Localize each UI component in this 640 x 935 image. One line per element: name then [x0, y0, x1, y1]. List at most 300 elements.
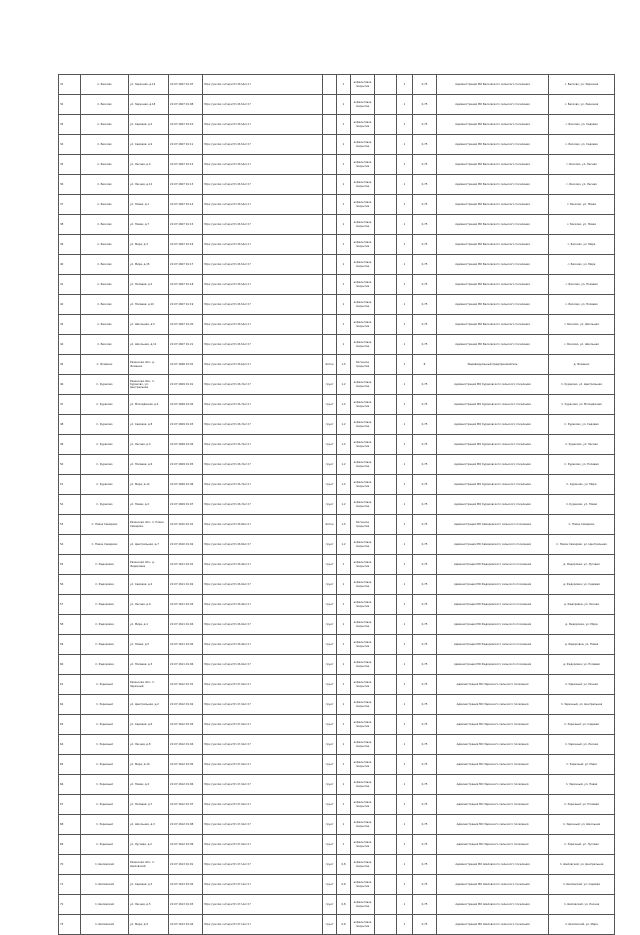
cell-count: 1 — [397, 615, 413, 635]
cell-addr: Рязанская обл., п. Шиловский — [129, 855, 169, 875]
cell-num: 46 — [59, 375, 81, 395]
cell-cadastr: 21:07:1607 01:13 — [169, 175, 203, 195]
cell-owner: Администрация МО Шиловского сельского поселения — [437, 915, 549, 935]
cell-cover: асфальтовое покрытие — [351, 835, 375, 855]
cell-type: грунт — [323, 615, 337, 635]
cell-cover: асфальтовое покрытие — [351, 475, 375, 495]
cell-count: 1 — [397, 835, 413, 855]
cell-cover: асфальтовое покрытие — [351, 235, 375, 255]
cell-empty — [375, 915, 397, 935]
cell-place: п. Басково — [81, 115, 129, 135]
cell-vol: 0,75 — [413, 435, 437, 455]
cell-type — [323, 215, 337, 235]
cell-cadastr: 21:07:1612 01:01 — [169, 675, 203, 695]
cell-num: 48 — [59, 415, 81, 435]
cell-addr: ул. Мира, д.1 — [129, 615, 169, 635]
cell-addr: ул. Заречная, д.14 — [129, 75, 169, 95]
cell-cadastr: 21:07:1609 01:06 — [169, 475, 203, 495]
cell-cadastr: 21:07:1607 01:19 — [169, 295, 203, 315]
cell-empty — [375, 215, 397, 235]
cell-addr: ул. Лесная, д.8 — [129, 735, 169, 755]
cell-owner: Администрация МО Шиловского сельского поселения — [437, 875, 549, 895]
cell-link[interactable]: https://yandex.ru/maps/?ll=47.1&z=17 — [203, 915, 323, 935]
cell-notes: с. Басково, ул. Садовая — [549, 115, 615, 135]
cell-area: 1 — [337, 75, 351, 95]
cell-owner: Администрация МО Кураковского сельского поселения — [437, 475, 549, 495]
cell-link[interactable]: https://yandex.ru/maps/?ll=46.7&z=17 — [203, 415, 323, 435]
cell-count: 1 — [397, 335, 413, 355]
cell-link[interactable]: https://yandex.ru/maps/?ll=46.7&z=17 — [203, 395, 323, 415]
cell-area: 1 — [337, 295, 351, 315]
cell-vol: 0,75 — [413, 875, 437, 895]
cell-place: п. Басково — [81, 275, 129, 295]
cell-num: 72 — [59, 895, 81, 915]
table-row — [59, 155, 615, 175]
cell-notes: с. Басково, ул. Лесная — [549, 175, 615, 195]
cell-addr: Рязанская обл., д. Фоменки — [129, 355, 169, 375]
cell-link[interactable]: https://yandex.ru/maps/?ll=46.7&z=17 — [203, 375, 323, 395]
cell-addr: ул. Мира, д.9 — [129, 915, 169, 935]
cell-empty — [375, 815, 397, 835]
cell-count: 1 — [397, 715, 413, 735]
cell-place: п. Новое Самарово — [81, 535, 129, 555]
cell-link[interactable]: https://yandex.ru/maps/?ll=47.0&z=17 — [203, 775, 323, 795]
cell-cover: асфальтовое покрытие — [351, 715, 375, 735]
cell-cadastr: 21:07:1612 01:09 — [169, 835, 203, 855]
cell-owner: Администрация МО Басковского сельского поселения — [437, 75, 549, 95]
cell-addr: ул. Садовая, д.2 — [129, 115, 169, 135]
cell-empty — [375, 235, 397, 255]
cell-link[interactable]: https://yandex.ru/maps/?ll=47.0&z=17 — [203, 815, 323, 835]
cell-num: 33 — [59, 115, 81, 135]
cell-count: 1 — [397, 895, 413, 915]
cell-cover: асфальтовое покрытие — [351, 275, 375, 295]
cell-cover: асфальтовое покрытие — [351, 555, 375, 575]
cell-link[interactable]: https://yandex.ru/maps/?ll=47.0&z=17 — [203, 695, 323, 715]
cell-place: п. Кураково — [81, 435, 129, 455]
cell-area: 1,2 — [337, 395, 351, 415]
cell-vol: 0,75 — [413, 375, 437, 395]
cell-addr: Рязанская обл., п. Новое Самарово — [129, 515, 169, 535]
cell-notes: д. Фоменки — [549, 355, 615, 375]
cell-type: грунт — [323, 755, 337, 775]
cell-num: 63 — [59, 715, 81, 735]
cell-count: 1 — [397, 655, 413, 675]
cell-area: 1,2 — [337, 375, 351, 395]
cell-type: грунт — [323, 915, 337, 935]
cell-owner: Администрация МО Кураковского сельского поселения — [437, 435, 549, 455]
cell-empty — [375, 475, 397, 495]
cell-vol: 0,75 — [413, 515, 437, 535]
cell-owner: Администрация МО Федоровского сельского поселения — [437, 595, 549, 615]
table-row — [59, 115, 615, 135]
cell-cover: асфальтовое покрытие — [351, 175, 375, 195]
cell-area: 1 — [337, 695, 351, 715]
cell-empty — [375, 415, 397, 435]
cell-area: 1 — [337, 795, 351, 815]
cell-link[interactable]: https://yandex.ru/maps/?ll=47.0&z=17 — [203, 735, 323, 755]
cell-cadastr: 21:07:1611 01:03 — [169, 595, 203, 615]
cell-cover: асфальтовое покрытие — [351, 415, 375, 435]
cell-cover: асфальтовое покрытие — [351, 735, 375, 755]
cell-owner: Администрация МО Басковского сельского поселения — [437, 155, 549, 175]
cell-area: 1 — [337, 255, 351, 275]
cell-area: 1 — [337, 275, 351, 295]
cell-area: 1,2 — [337, 495, 351, 515]
cell-area: 1 — [337, 335, 351, 355]
cell-link[interactable]: https://yandex.ru/maps/?ll=46.9&z=17 — [203, 595, 323, 615]
cell-num: 44 — [59, 335, 81, 355]
cell-notes: п. Заречный, ул. Лесная — [549, 735, 615, 755]
cell-addr: ул. Мира, д.12 — [129, 475, 169, 495]
cell-cadastr: 21:07:1611 01:02 — [169, 575, 203, 595]
cell-area: 1 — [337, 235, 351, 255]
cell-area: 0,8 — [337, 875, 351, 895]
cell-cover: асфальтовое покрытие — [351, 895, 375, 915]
cell-notes: п. Кураково, ул. Садовая — [549, 415, 615, 435]
cell-count: 1 — [397, 395, 413, 415]
table-row — [59, 815, 615, 835]
cell-num: 52 — [59, 495, 81, 515]
cell-owner: Администрация МО Самаровского сельского поселения — [437, 535, 549, 555]
cell-link[interactable]: https://yandex.ru/maps/?ll=47.0&z=17 — [203, 715, 323, 735]
table-row — [59, 655, 615, 675]
cell-place: п. Заречный — [81, 775, 129, 795]
cell-cover: асфальтовое покрытие — [351, 915, 375, 935]
cell-cover: асфальтовое покрытие — [351, 195, 375, 215]
table-row — [59, 515, 615, 535]
cell-type: грунт — [323, 655, 337, 675]
cell-link[interactable]: https://yandex.ru/maps/?ll=46.5&z=17 — [203, 95, 323, 115]
cell-num: 49 — [59, 435, 81, 455]
cell-notes: с. Басково, ул. Садовая — [549, 135, 615, 155]
cell-link[interactable]: https://yandex.ru/maps/?ll=46.5&z=17 — [203, 235, 323, 255]
cell-count: 1 — [397, 695, 413, 715]
cell-type: грунт — [323, 455, 337, 475]
cell-place: п. Басково — [81, 335, 129, 355]
cell-count: 1 — [397, 495, 413, 515]
cell-empty — [375, 155, 397, 175]
cell-owner: Администрация МО Кураковского сельского поселения — [437, 415, 549, 435]
cell-cover: бетонное покрытие — [351, 355, 375, 375]
cell-type — [323, 115, 337, 135]
cell-empty — [375, 695, 397, 715]
cell-vol: 0,75 — [413, 815, 437, 835]
cell-link[interactable]: https://yandex.ru/maps/?ll=46.7&z=17 — [203, 455, 323, 475]
cell-owner: Администрация МО Заречного сельского поселения — [437, 835, 549, 855]
cell-num: 55 — [59, 555, 81, 575]
cell-type — [323, 335, 337, 355]
table-row — [59, 415, 615, 435]
cell-area: 1,2 — [337, 475, 351, 495]
cell-link[interactable]: https://yandex.ru/maps/?ll=46.9&z=17 — [203, 615, 323, 635]
cell-owner: Администрация МО Федоровского сельского поселения — [437, 615, 549, 635]
cell-count: 1 — [397, 675, 413, 695]
cell-link[interactable]: https://yandex.ru/maps/?ll=46.7&z=17 — [203, 475, 323, 495]
cell-empty — [375, 555, 397, 575]
cell-place: п. Басково — [81, 95, 129, 115]
table-row — [59, 315, 615, 335]
table-row — [59, 615, 615, 635]
cell-cadastr: 21:07:1612 01:06 — [169, 775, 203, 795]
cell-type: бетон — [323, 355, 337, 375]
cell-link[interactable]: https://yandex.ru/maps/?ll=46.5&z=17 — [203, 135, 323, 155]
cell-cover: асфальтовое покрытие — [351, 295, 375, 315]
cell-link[interactable]: https://yandex.ru/maps/?ll=46.5&z=17 — [203, 75, 323, 95]
cell-num: 64 — [59, 735, 81, 755]
cell-vol: 0,75 — [413, 595, 437, 615]
cell-link[interactable]: https://yandex.ru/maps/?ll=46.9&z=17 — [203, 635, 323, 655]
cell-cadastr: 21:07:1607 01:15 — [169, 215, 203, 235]
cell-notes: п. Заречный, ул. Центральная — [549, 695, 615, 715]
cell-type — [323, 315, 337, 335]
cell-empty — [375, 875, 397, 895]
cell-link[interactable]: https://yandex.ru/maps/?ll=46.5&z=17 — [203, 115, 323, 135]
cell-area: 1 — [337, 95, 351, 115]
cell-owner: Администрация МО Шиловского сельского поселения — [437, 855, 549, 875]
cell-place: п. Заречный — [81, 735, 129, 755]
cell-addr: ул. Новая, д.5 — [129, 635, 169, 655]
cell-count: 1 — [397, 315, 413, 335]
cell-place: п. Кураково — [81, 455, 129, 475]
cell-count: 1 — [397, 255, 413, 275]
cell-place: п. Фоменки — [81, 355, 129, 375]
cell-link[interactable]: https://yandex.ru/maps/?ll=46.5&z=17 — [203, 195, 323, 215]
cell-count: 1 — [397, 775, 413, 795]
cell-vol: 0,75 — [413, 695, 437, 715]
cell-cover: асфальтовое покрытие — [351, 675, 375, 695]
cell-cover: асфальтовое покрытие — [351, 755, 375, 775]
cell-area: 1 — [337, 135, 351, 155]
cell-count: 1 — [397, 75, 413, 95]
cell-link[interactable]: https://yandex.ru/maps/?ll=46.5&z=17 — [203, 315, 323, 335]
cell-cover: асфальтовое покрытие — [351, 775, 375, 795]
cell-num: 62 — [59, 695, 81, 715]
cell-type — [323, 255, 337, 275]
cell-notes: д. Федоровка, ул. Полевая — [549, 655, 615, 675]
cell-type: грунт — [323, 835, 337, 855]
cell-link[interactable]: https://yandex.ru/maps/?ll=46.7&z=17 — [203, 435, 323, 455]
cell-addr: ул. Садовая, д.3 — [129, 875, 169, 895]
cell-owner: Администрация МО Кураковского сельского поселения — [437, 495, 549, 515]
cell-num: 41 — [59, 275, 81, 295]
cell-vol: 0,75 — [413, 855, 437, 875]
cell-num: 36 — [59, 175, 81, 195]
cell-type: грунт — [323, 815, 337, 835]
cell-link[interactable]: https://yandex.ru/maps/?ll=46.9&z=17 — [203, 655, 323, 675]
cell-cover: асфальтовое покрытие — [351, 535, 375, 555]
cell-empty — [375, 515, 397, 535]
cell-link[interactable]: https://yandex.ru/maps/?ll=47.0&z=17 — [203, 675, 323, 695]
cell-link[interactable]: https://yandex.ru/maps/?ll=46.6&z=17 — [203, 355, 323, 375]
cell-link[interactable]: https://yandex.ru/maps/?ll=46.5&z=17 — [203, 215, 323, 235]
cell-empty — [375, 175, 397, 195]
cell-addr: Рязанская обл., п. Заречный — [129, 675, 169, 695]
table-row — [59, 575, 615, 595]
cell-vol: 0,75 — [413, 675, 437, 695]
cell-cover: асфальтовое покрытие — [351, 315, 375, 335]
cell-link[interactable]: https://yandex.ru/maps/?ll=46.7&z=17 — [203, 495, 323, 515]
cell-cadastr: 21:07:1609 01:07 — [169, 495, 203, 515]
cell-link[interactable]: https://yandex.ru/maps/?ll=46.5&z=17 — [203, 155, 323, 175]
cell-num: 70 — [59, 855, 81, 875]
table-row — [59, 275, 615, 295]
cell-type: грунт — [323, 495, 337, 515]
cell-vol: 0,75 — [413, 75, 437, 95]
cell-place: п. Заречный — [81, 755, 129, 775]
cell-type — [323, 155, 337, 175]
cell-count: 1 — [397, 155, 413, 175]
cell-count: 1 — [397, 875, 413, 895]
cell-cover: асфальтовое покрытие — [351, 615, 375, 635]
cell-notes: п. Новое Самарово, ул. Центральная — [549, 535, 615, 555]
cell-link[interactable]: https://yandex.ru/maps/?ll=46.8&z=17 — [203, 535, 323, 555]
cell-cover: асфальтовое покрытие — [351, 695, 375, 715]
cell-cover: асфальтовое покрытие — [351, 155, 375, 175]
cell-place: п. Кураково — [81, 395, 129, 415]
cell-cadastr: 21:07:1613 01:03 — [169, 895, 203, 915]
cell-area: 1,2 — [337, 455, 351, 475]
cell-cover: асфальтовое покрытие — [351, 95, 375, 115]
cell-cadastr: 21:07:1613 01:01 — [169, 855, 203, 875]
cell-owner: Индивидуальный предприниматель — [437, 355, 549, 375]
cell-addr: ул. Садовая, д.4 — [129, 575, 169, 595]
cell-owner: Администрация МО Басковского сельского поселения — [437, 115, 549, 135]
cell-empty — [375, 255, 397, 275]
cell-owner: Администрация МО Самаровского сельского поселения — [437, 515, 549, 535]
cell-addr: ул. Полевая, д.6 — [129, 455, 169, 475]
cell-num: 67 — [59, 795, 81, 815]
cell-cover: асфальтовое покрытие — [351, 795, 375, 815]
cell-place: п. Басково — [81, 235, 129, 255]
cell-link[interactable]: https://yandex.ru/maps/?ll=47.1&z=17 — [203, 855, 323, 875]
cell-link[interactable]: https://yandex.ru/maps/?ll=46.9&z=17 — [203, 555, 323, 575]
cell-link[interactable]: https://yandex.ru/maps/?ll=46.5&z=17 — [203, 335, 323, 355]
cell-place: п. Шиловский — [81, 855, 129, 875]
cell-cover: асфальтовое покрытие — [351, 395, 375, 415]
cell-type — [323, 235, 337, 255]
cell-type: грунт — [323, 635, 337, 655]
cell-vol: 0,75 — [413, 155, 437, 175]
cell-num: 60 — [59, 655, 81, 675]
cell-link[interactable]: https://yandex.ru/maps/?ll=46.5&z=17 — [203, 255, 323, 275]
cell-type: грунт — [323, 415, 337, 435]
cell-addr: ул. Новая, д.4 — [129, 775, 169, 795]
cell-cover: асфальтовое покрытие — [351, 135, 375, 155]
cell-link[interactable]: https://yandex.ru/maps/?ll=46.5&z=17 — [203, 275, 323, 295]
cell-notes: п. Кураково, ул. Мира — [549, 475, 615, 495]
cell-num: 65 — [59, 755, 81, 775]
cell-notes: п. Шиловский, ул. Центральная — [549, 855, 615, 875]
cell-notes: п. Новое Самарово — [549, 515, 615, 535]
cell-cover: асфальтовое покрытие — [351, 635, 375, 655]
table-row — [59, 755, 615, 775]
cell-num: 38 — [59, 215, 81, 235]
cell-notes: с. Басково, ул. Новая — [549, 195, 615, 215]
cell-cadastr: 21:07:1611 01:04 — [169, 615, 203, 635]
cell-link[interactable]: https://yandex.ru/maps/?ll=47.0&z=17 — [203, 755, 323, 775]
cell-place: п. Федоровка — [81, 575, 129, 595]
table-row — [59, 495, 615, 515]
cell-owner: Администрация МО Басковского сельского поселения — [437, 275, 549, 295]
cell-empty — [375, 335, 397, 355]
cell-vol: 0,75 — [413, 95, 437, 115]
table-row — [59, 395, 615, 415]
cell-addr: ул. Новая, д.1 — [129, 195, 169, 215]
cell-link[interactable]: https://yandex.ru/maps/?ll=47.0&z=17 — [203, 795, 323, 815]
cell-type — [323, 295, 337, 315]
cell-addr: ул. Новая, д.7 — [129, 215, 169, 235]
cell-empty — [375, 575, 397, 595]
cell-empty — [375, 115, 397, 135]
cell-place: п. Басково — [81, 135, 129, 155]
cell-area: 1,5 — [337, 515, 351, 535]
cell-vol: 0,75 — [413, 175, 437, 195]
cell-count: 1 — [397, 355, 413, 375]
cell-link[interactable]: https://yandex.ru/maps/?ll=47.1&z=17 — [203, 875, 323, 895]
cell-cover: асфальтовое покрытие — [351, 875, 375, 895]
table-row — [59, 635, 615, 655]
cell-place: п. Басково — [81, 295, 129, 315]
cell-link[interactable]: https://yandex.ru/maps/?ll=47.0&z=17 — [203, 835, 323, 855]
cell-count: 1 — [397, 135, 413, 155]
cell-link[interactable]: https://yandex.ru/maps/?ll=46.5&z=17 — [203, 295, 323, 315]
cell-cadastr: 21:07:1607 01:07 — [169, 75, 203, 95]
cell-addr: ул. Школьная, д.11 — [129, 335, 169, 355]
cell-addr: ул. Центральная, д.2 — [129, 695, 169, 715]
cell-link[interactable]: https://yandex.ru/maps/?ll=46.5&z=17 — [203, 175, 323, 195]
cell-owner: Администрация МО Заречного сельского поселения — [437, 735, 549, 755]
cell-notes: п. Кураково, ул. Новая — [549, 495, 615, 515]
cell-count: 1 — [397, 115, 413, 135]
cell-empty — [375, 195, 397, 215]
cell-vol: 0,75 — [413, 655, 437, 675]
cell-cover: асфальтовое покрытие — [351, 375, 375, 395]
table-row — [59, 855, 615, 875]
cell-area: 1 — [337, 595, 351, 615]
cell-count: 1 — [397, 815, 413, 835]
cell-area: 1 — [337, 155, 351, 175]
cell-link[interactable]: https://yandex.ru/maps/?ll=46.9&z=17 — [203, 575, 323, 595]
cell-area: 1 — [337, 775, 351, 795]
cell-notes: п. Заречный, ул. Луговая — [549, 835, 615, 855]
cell-empty — [375, 395, 397, 415]
cell-vol: 0,75 — [413, 315, 437, 335]
cell-type — [323, 195, 337, 215]
cell-empty — [375, 735, 397, 755]
cell-num: 51 — [59, 475, 81, 495]
cell-place: п. Заречный — [81, 835, 129, 855]
cell-addr: ул. Полевая, д.3 — [129, 655, 169, 675]
registry-sheet — [58, 74, 614, 935]
cell-area: 1 — [337, 835, 351, 855]
cell-link[interactable]: https://yandex.ru/maps/?ll=46.8&z=17 — [203, 515, 323, 535]
cell-addr: ул. Лесная, д.3 — [129, 435, 169, 455]
cell-addr: ул. Лесная, д.12 — [129, 175, 169, 195]
cell-empty — [375, 775, 397, 795]
cell-cadastr: 21:07:1607 01:12 — [169, 155, 203, 175]
cell-num: 58 — [59, 615, 81, 635]
cell-place: п. Заречный — [81, 675, 129, 695]
cell-addr: ул. Школьная, д.3 — [129, 815, 169, 835]
cell-count: 1 — [397, 635, 413, 655]
cell-link[interactable]: https://yandex.ru/maps/?ll=47.1&z=17 — [203, 895, 323, 915]
cell-owner: Администрация МО Басковского сельского поселения — [437, 135, 549, 155]
cell-num: 42 — [59, 295, 81, 315]
table-row — [59, 75, 615, 95]
cell-empty — [375, 275, 397, 295]
table-row — [59, 455, 615, 475]
